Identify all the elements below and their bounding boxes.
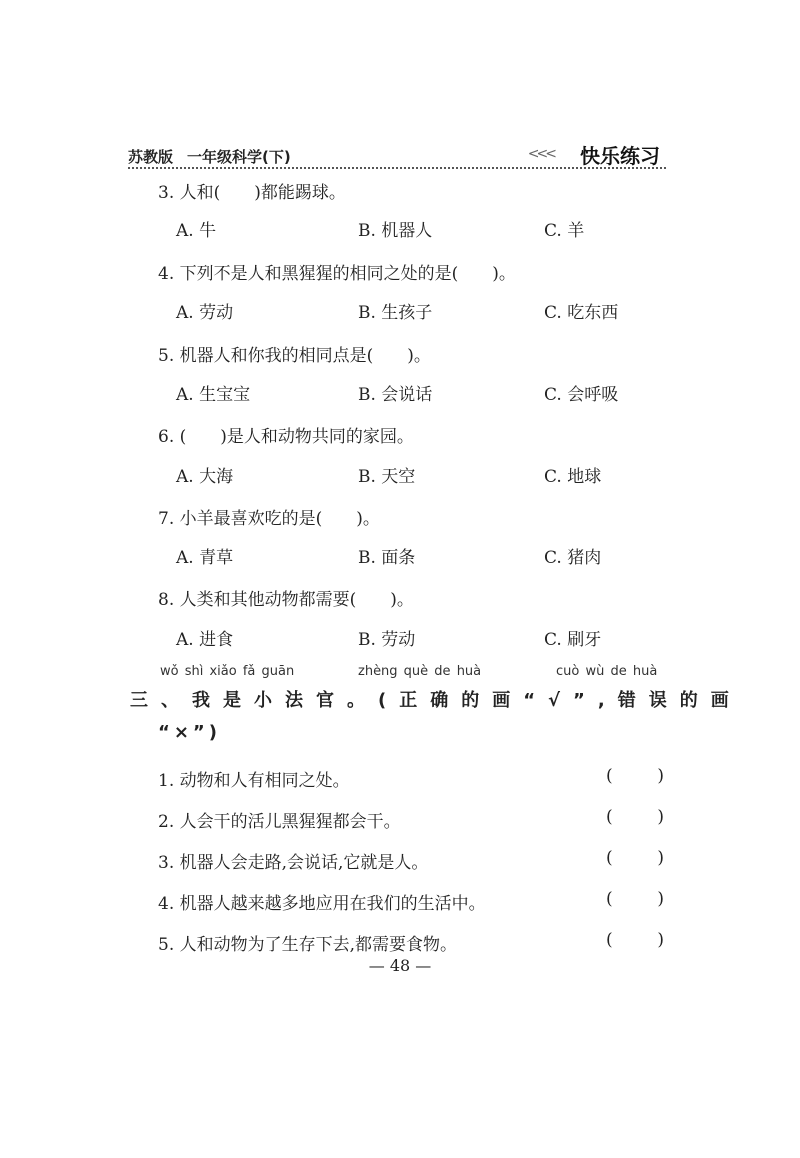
question-options bbox=[176, 543, 656, 567]
section-instruction: 三、我是小法官。(正确的画“√”,错误的画 bbox=[130, 690, 742, 711]
judgment-text: 5. 人和动物为了生存下去,都需要食物。 bbox=[158, 935, 458, 955]
option-a: A. 大海 bbox=[176, 467, 234, 487]
option-c: C. 吃东西 bbox=[544, 303, 619, 323]
judgment-text: 4. 机器人越来越多地应用在我们的生活中。 bbox=[158, 894, 486, 914]
option-a: A. 牛 bbox=[176, 221, 217, 241]
question-stem: 8. 人类和其他动物都需要( )。 bbox=[158, 590, 414, 610]
question-options bbox=[176, 462, 656, 486]
book-info bbox=[128, 146, 291, 167]
judgment-item bbox=[158, 807, 664, 831]
question-options bbox=[176, 298, 656, 322]
chevron-left-icon: <<< bbox=[527, 146, 554, 162]
question-options bbox=[176, 216, 656, 240]
option-b: B. 劳动 bbox=[358, 630, 416, 650]
section-instruction-cont: “×”) bbox=[158, 722, 221, 743]
pinyin-annotation: wǒ shì xiǎo fǎ guān bbox=[160, 664, 295, 679]
option-a: A. 青草 bbox=[176, 548, 234, 568]
answer-blank[interactable]: ( ) bbox=[606, 930, 664, 950]
question-stem: 6. ( )是人和动物共同的家园。 bbox=[158, 427, 414, 447]
edition-label: 苏教版 bbox=[128, 148, 174, 166]
answer-blank[interactable]: ( ) bbox=[606, 889, 664, 909]
header-divider bbox=[128, 167, 666, 169]
question-stem: 7. 小羊最喜欢吃的是( )。 bbox=[158, 509, 380, 529]
answer-blank[interactable]: ( ) bbox=[606, 807, 664, 827]
judgment-item bbox=[158, 766, 664, 790]
question-options bbox=[176, 625, 656, 649]
option-b: B. 天空 bbox=[358, 467, 416, 487]
judgment-text: 1. 动物和人有相同之处。 bbox=[158, 771, 350, 791]
option-a: A. 劳动 bbox=[176, 303, 234, 323]
option-a: A. 生宝宝 bbox=[176, 385, 251, 405]
subject-label: 一年级科学(下) bbox=[187, 148, 291, 166]
question-stem: 4. 下列不是人和黑猩猩的相同之处的是( )。 bbox=[158, 264, 516, 284]
option-c: C. 羊 bbox=[544, 221, 585, 241]
pinyin-annotation: cuò wù de huà bbox=[556, 664, 658, 679]
question-stem: 5. 机器人和你我的相同点是( )。 bbox=[158, 346, 431, 366]
option-b: B. 面条 bbox=[358, 548, 416, 568]
pinyin-annotation: zhèng què de huà bbox=[358, 664, 482, 679]
page-header bbox=[128, 140, 666, 170]
page-number: — 48 — bbox=[368, 956, 432, 975]
option-b: B. 会说话 bbox=[358, 385, 433, 405]
judgment-item bbox=[158, 930, 664, 954]
judgment-text: 2. 人会干的活儿黑猩猩都会干。 bbox=[158, 812, 401, 832]
judgment-text: 3. 机器人会走路,会说话,它就是人。 bbox=[158, 853, 429, 873]
option-c: C. 刷牙 bbox=[544, 630, 602, 650]
option-c: C. 猪肉 bbox=[544, 548, 602, 568]
option-a: A. 进食 bbox=[176, 630, 234, 650]
question-stem: 3. 人和( )都能踢球。 bbox=[158, 183, 346, 203]
option-c: C. 地球 bbox=[544, 467, 602, 487]
question-options bbox=[176, 380, 656, 404]
answer-blank[interactable]: ( ) bbox=[606, 848, 664, 868]
option-b: B. 生孩子 bbox=[358, 303, 433, 323]
answer-blank[interactable]: ( ) bbox=[606, 766, 664, 786]
option-c: C. 会呼吸 bbox=[544, 385, 619, 405]
judgment-item bbox=[158, 889, 664, 913]
section-title: 快乐练习 bbox=[580, 144, 660, 168]
judgment-item bbox=[158, 848, 664, 872]
option-b: B. 机器人 bbox=[358, 221, 433, 241]
